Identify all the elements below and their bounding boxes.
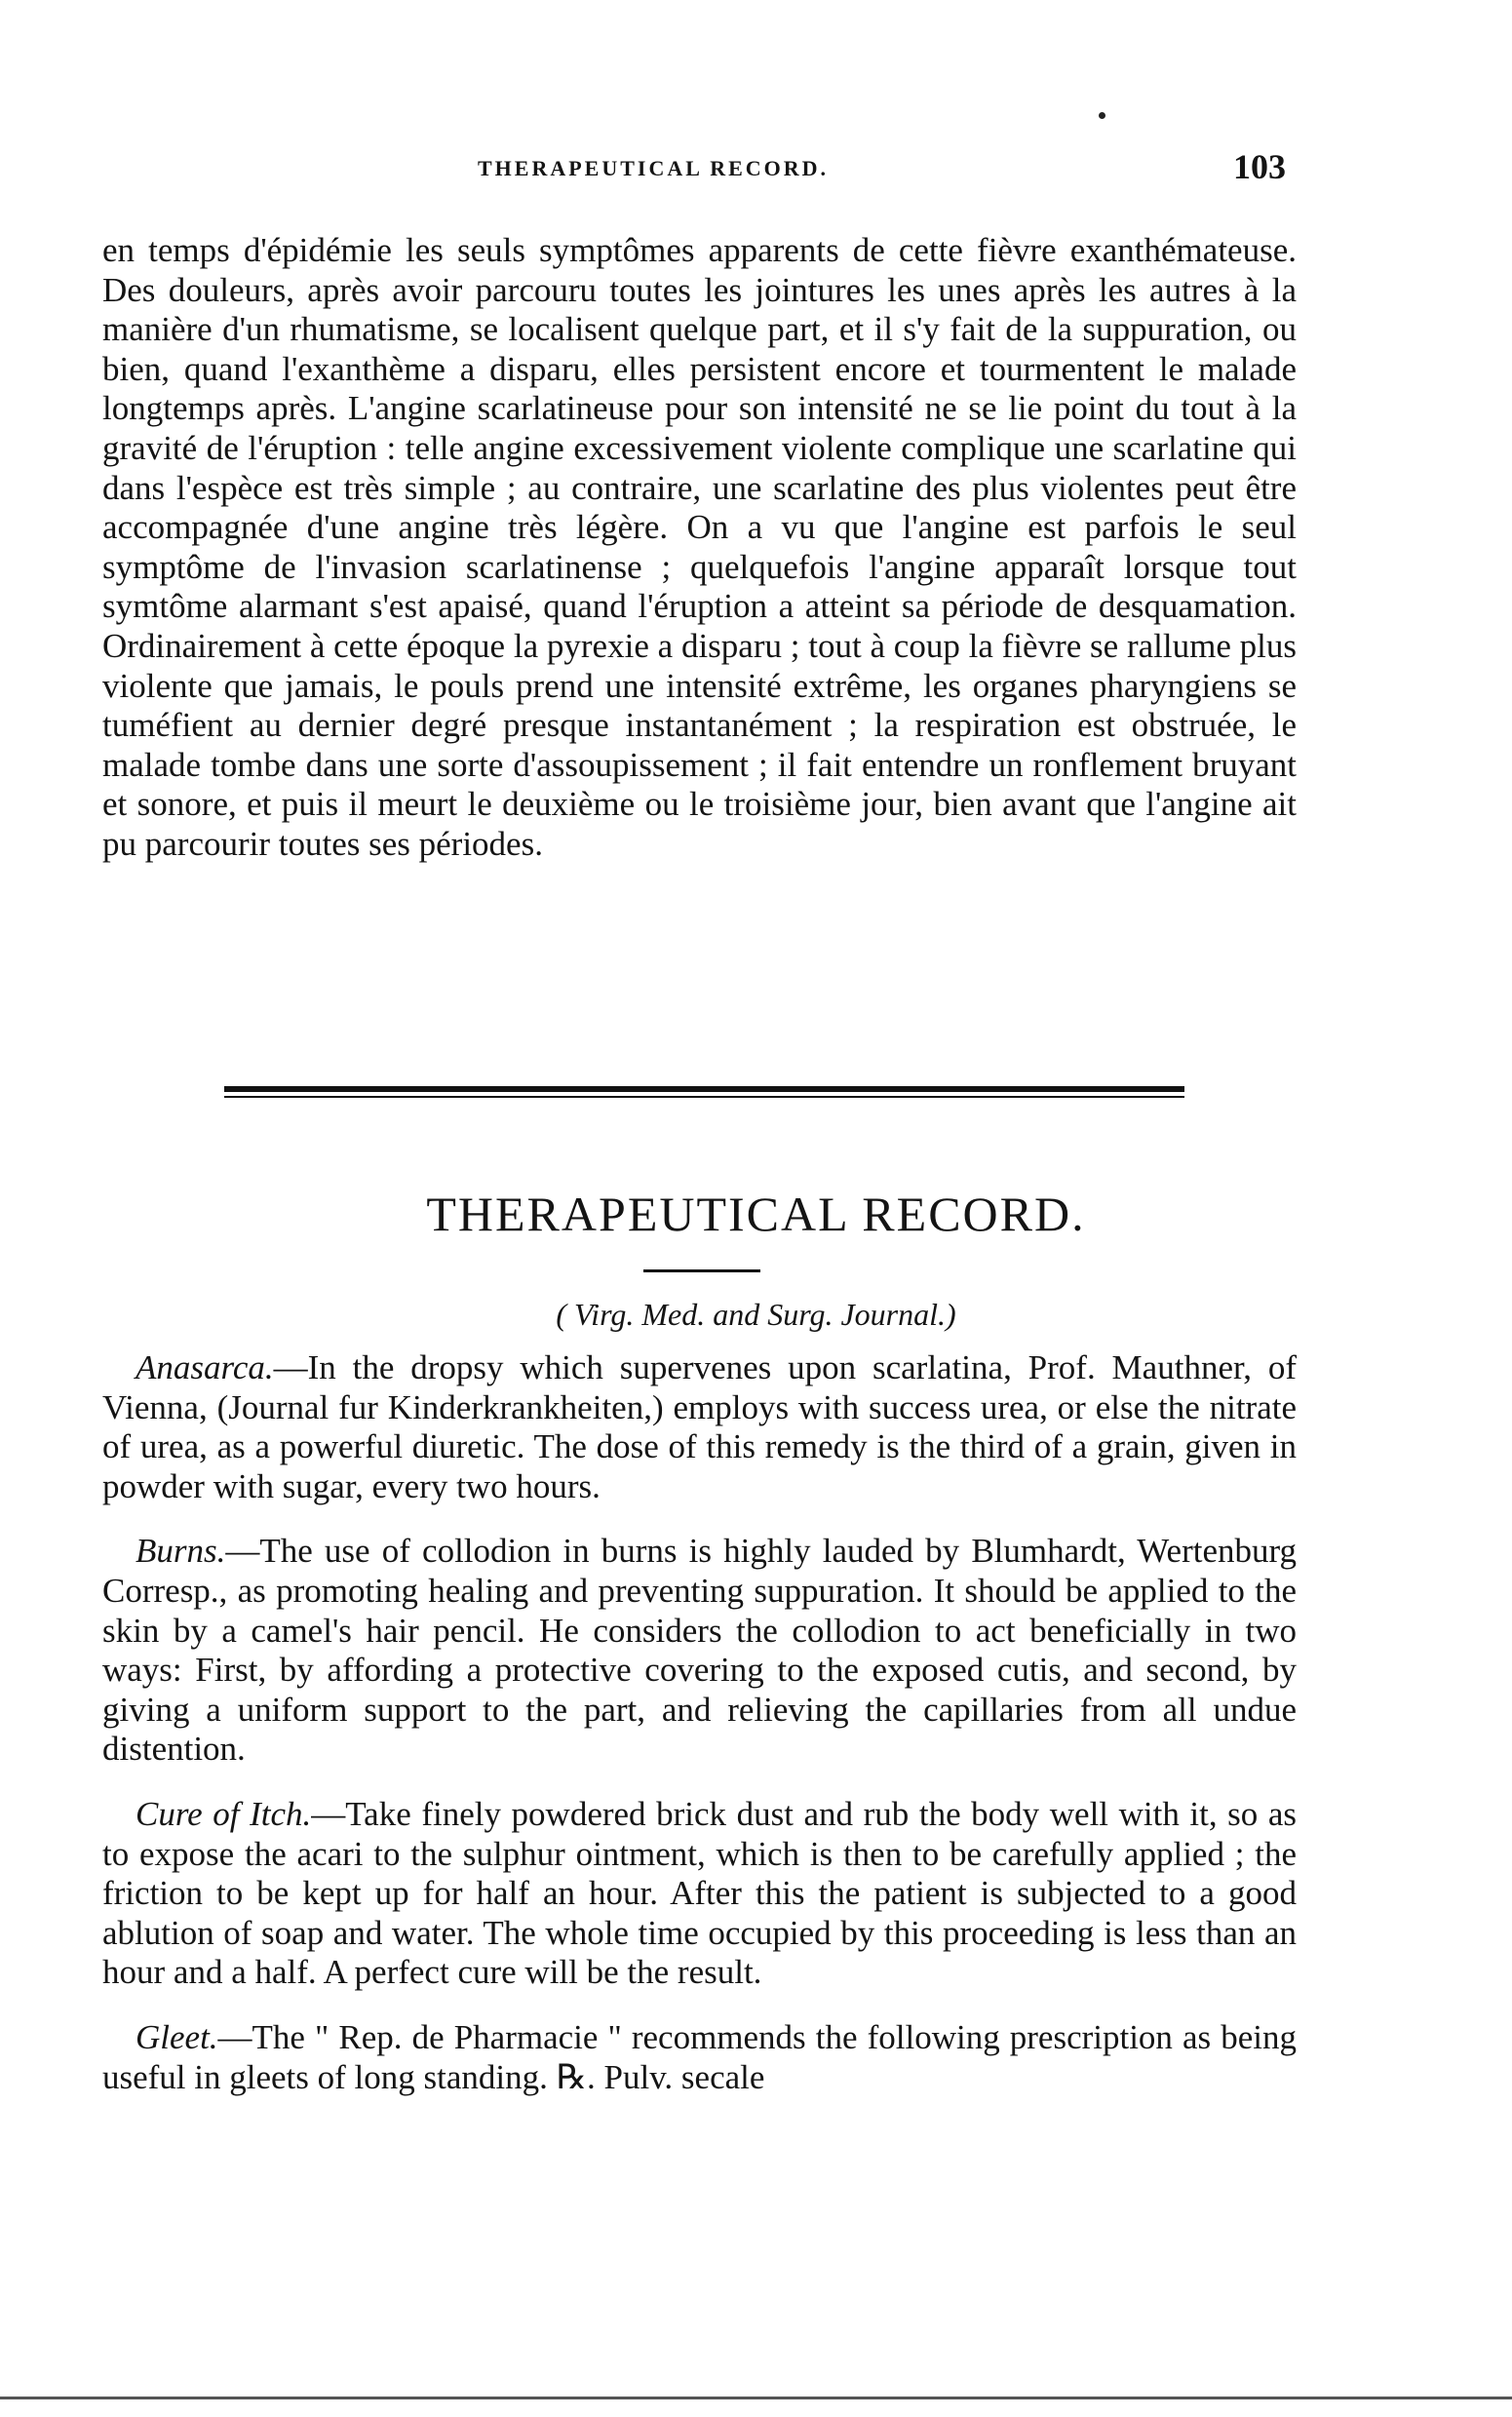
record-text: —Take finely powdered brick dust and rub the body well with it, so as to expose the acari to the sulphur ointment, which is then to be carefully applied ; the friction to be kept up for half an hour. After this the patient is subjected to a good ablution of soap and water. The whole time occupied by this proceeding is less than an hour and a half. A perfect cure will be the result. — [102, 1794, 1298, 1992]
french-paragraph: en temps d'épidémie les seuls symptômes apparents de cette fièvre exanthémateuse. Des douleurs, après avoir parcouru toutes les jointures les unes après les autres à la manière d'un rhumatisme, se localisent quelque part, et il s'y fait de la suppuration, ou bien, quand l'exanthème a disparu, elles persistent encore et tourmentent le malade longtemps après. L'angine scarlatineuse pour son intensité ne se lie point du tout à la gravité de l'éruption : telle angine excessivement violente complique une scarlatine qui dans l'espèce est très simple ; au contraire, une scarlatine des plus violentes peut être accompagnée d'une angine très légère. On a vu que l'angine est parfois le seul symptôme de l'invasion scarlatinense ; quelquefois l'angine apparaît lorsque tout symtôme alarmant s'est apaisé, quand l'éruption a atteint sa période de desquamation. Ordinairement à cette époque la pyrexie a disparu ; tout à coup la fièvre se rallume plus violente que jamais, le pouls prend une intensité extrême, les organes pharyngiens se tuméfient au dernier degré presque instantanément ; la respiration est obstruée, le malade tombe dans une sorte d'assoupissement ; il fait entendre un ronflement bruyant et sonore, et puis il meurt le deuxième ou le troisième jour, bien avant que l'angine ait pu parcourir toutes ses périodes. — [102, 231, 1297, 863]
title-underline — [643, 1269, 760, 1272]
source-citation: ( Virg. Med. and Surg. Journal.) — [556, 1297, 956, 1332]
page-number: 103 — [1233, 147, 1286, 186]
record-heading: Cure of Itch. — [136, 1794, 312, 1833]
running-title: THERAPEUTICAL RECORD. — [478, 156, 830, 180]
record-text: —In the dropsy which supervenes upon scarlatina, Prof. Mauthner, of Vienna, (Journal fur Kinderkrankheiten,) employs with success urea, or else the nitrate of urea, as a powerful diuretic. The dose of this remedy is the third of a grain, given in powder with sugar, every two hours. — [102, 1348, 1297, 1505]
record-heading: Gleet. — [136, 2017, 218, 2056]
french-continuation — [102, 231, 1297, 865]
record-text: —The use of collodion in burns is highly lauded by Blumhardt, Wertenburg Corresp., as promoting healing and preventing suppuration. It should be applied to the skin by a camel's hair pencil. He considers the collodion to act beneficially in two ways: First, by affording a protective covering to the exposed cutis, and second, by giving a uniform support to the part, and relieving the capillaries from all undue distention. — [102, 1532, 1297, 1769]
record-entry-gleet — [102, 2018, 1297, 2097]
scan-edge-line — [0, 2397, 1512, 2399]
record-heading: Burns. — [136, 1532, 226, 1571]
section-divider-thick — [224, 1086, 1184, 1092]
record-text: —The " Rep. de Pharmacie " recommends the following prescription as being useful in gleets of long standing. ℞. Pulv. secale — [102, 2017, 1297, 2096]
record-heading: Anasarca. — [136, 1348, 274, 1386]
records-list — [102, 1348, 1297, 2123]
record-entry-anasarca — [102, 1348, 1297, 1506]
section-divider-thin — [224, 1096, 1184, 1098]
ink-dot — [1099, 112, 1105, 119]
section-title: THERAPEUTICAL RECORD. — [426, 1187, 1086, 1241]
record-entry-burns — [102, 1532, 1297, 1770]
record-entry-itch — [102, 1795, 1297, 1993]
